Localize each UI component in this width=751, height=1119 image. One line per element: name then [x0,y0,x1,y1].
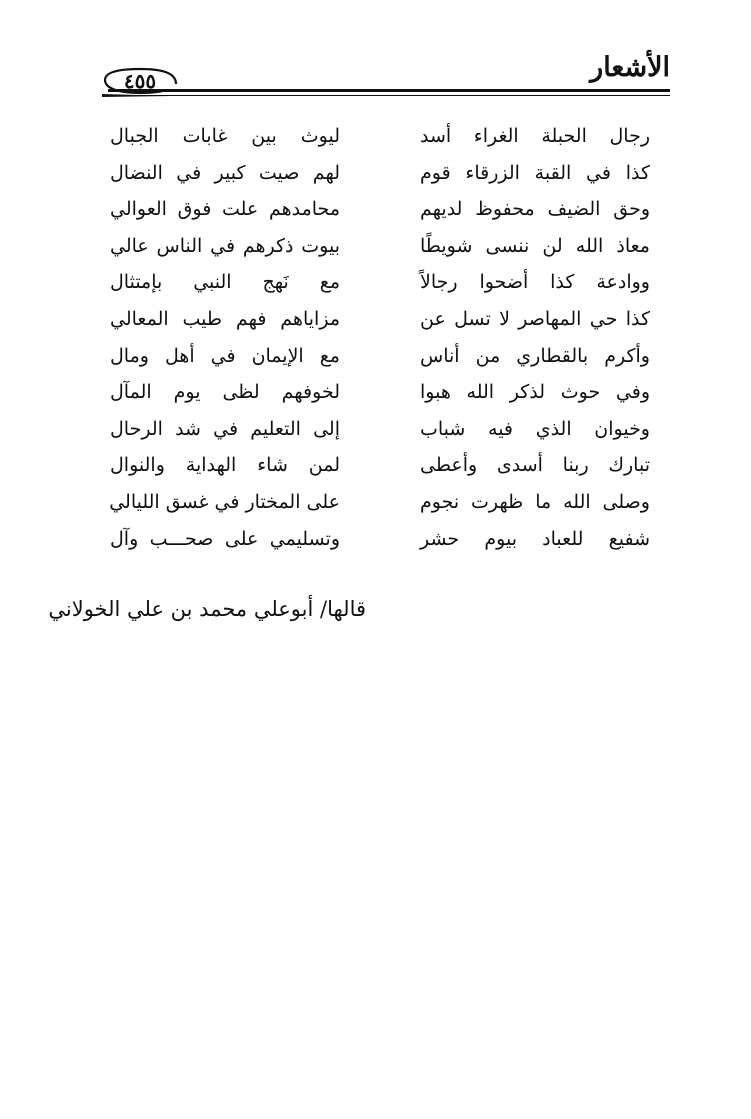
verse-first-hemistich: كذا حي المهاصر لا تسل عن [420,307,650,330]
poem [100,118,660,557]
poem-signature: قالها/ أبوعلي محمد بن علي الخولاني [48,597,366,621]
page-number: ٤٥٥ [123,69,157,93]
verse-second-hemistich: لمن شاء الهداية والنوال [110,454,340,477]
verse-first-hemistich: وصلى الله ما ظهرت نجوم [420,490,650,513]
verse [100,118,660,155]
verse-first-hemistich: تبارك ربنا أسدى وأعطى [420,454,650,477]
verse-second-hemistich: وتسليمي على صحـــب وآل [110,527,340,550]
verse-first-hemistich: ووادعة كذا أضحوا رجالاً [420,271,650,294]
verse-first-hemistich: شفيع للعباد بيوم حشر [420,527,650,550]
verse [100,521,660,558]
verse-second-hemistich: مزاياهم فهم طيب المعالي [110,307,340,330]
verse-second-hemistich: إلى التعليم في شد الرحال [110,417,340,440]
page-number-badge [100,66,180,98]
verse-second-hemistich: لهم صيت كبير في النضال [110,161,340,184]
verse-second-hemistich: مع الإيمان في أهل ومال [110,344,340,367]
verse [100,228,660,265]
verse-second-hemistich: ليوث بين غابات الجبال [110,125,340,147]
verse [100,338,660,375]
verse-first-hemistich: وأكرم بالقطاري من أناس [420,344,650,367]
header-rule-thin [108,95,670,96]
verse [100,484,660,521]
verse [100,301,660,338]
chapter-title: الأشعار [590,52,670,83]
verse-first-hemistich: معاذ الله لن ننسى شويطًا [420,234,650,257]
verse-first-hemistich: وفي حوث لذكر الله هبوا [420,381,650,404]
verse [100,264,660,301]
verse [100,447,660,484]
verse-second-hemistich: مع نَهج النبي بإمتثال [110,271,340,294]
verse-second-hemistich: محامدهم علت فوق العوالي [110,198,340,221]
verse-first-hemistich: رجال الحبلة الغراء أسد [420,125,650,147]
verse-first-hemistich: وحق الضيف محفوظ لديهم [420,198,650,221]
verse [100,411,660,448]
verse-second-hemistich: لخوفهم لظى يوم المآل [110,381,340,404]
verse-first-hemistich: وخيوان الذي فيه شباب [420,417,650,440]
verse [100,155,660,192]
verse-second-hemistich: على المختار في غسق الليالي [109,490,340,513]
verse-first-hemistich: كذا في القبة الزرقاء قوم [420,161,650,184]
header-rule-thick [108,89,670,92]
verse [100,374,660,411]
verse-second-hemistich: بيوت ذكرهم في الناس عالي [110,234,340,257]
verse [100,191,660,228]
page-header [100,40,670,102]
